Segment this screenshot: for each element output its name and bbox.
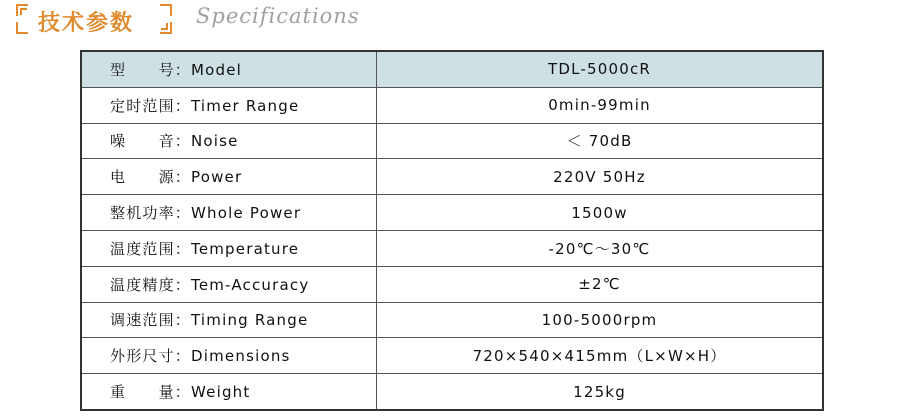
table-row	[81, 195, 823, 231]
section-title-cn: 技术参数	[38, 11, 135, 36]
spec-label: 重 量：Weight	[81, 374, 377, 410]
spec-value: ±2℃	[377, 266, 824, 302]
table-row	[81, 87, 823, 123]
spec-label: 定时范围：Timer Range	[81, 87, 377, 123]
spec-table	[80, 50, 824, 411]
section-title-en: Specifications	[196, 4, 360, 28]
table-row	[81, 302, 823, 338]
spec-value: 220V 50Hz	[377, 159, 824, 195]
spec-value: -20℃～30℃	[377, 230, 824, 266]
table-row	[81, 123, 823, 159]
table-row	[81, 266, 823, 302]
spec-label: 温度精度：Tem-Accuracy	[81, 266, 377, 302]
table-row	[81, 159, 823, 195]
frame-ornament-icon	[20, 8, 27, 15]
spec-value: TDL-5000cR	[377, 51, 824, 87]
table-row	[81, 230, 823, 266]
spec-label: 调速范围：Timing Range	[81, 302, 377, 338]
spec-value: 100-5000rpm	[377, 302, 824, 338]
spec-label: 电 源：Power	[81, 159, 377, 195]
frame-ornament-icon	[161, 23, 168, 30]
spec-label: 温度范围：Temperature	[81, 230, 377, 266]
spec-value: ＜ 70dB	[377, 123, 824, 159]
spec-label: 型 号：Model	[81, 51, 377, 87]
table-row	[81, 51, 823, 87]
spec-label: 整机功率：Whole Power	[81, 195, 377, 231]
spec-value: 720×540×415mm（L×W×H）	[377, 338, 824, 374]
spec-value: 1500w	[377, 195, 824, 231]
frame-corner-icon	[16, 22, 28, 34]
frame-corner-icon	[160, 4, 172, 16]
spec-value: 0min-99min	[377, 87, 824, 123]
spec-value: 125kg	[377, 374, 824, 410]
title-frame	[16, 4, 172, 34]
spec-label: 噪 音：Noise	[81, 123, 377, 159]
section-header	[8, 0, 368, 40]
spec-label: 外形尺寸：Dimensions	[81, 338, 377, 374]
table-row	[81, 374, 823, 410]
table-row	[81, 338, 823, 374]
